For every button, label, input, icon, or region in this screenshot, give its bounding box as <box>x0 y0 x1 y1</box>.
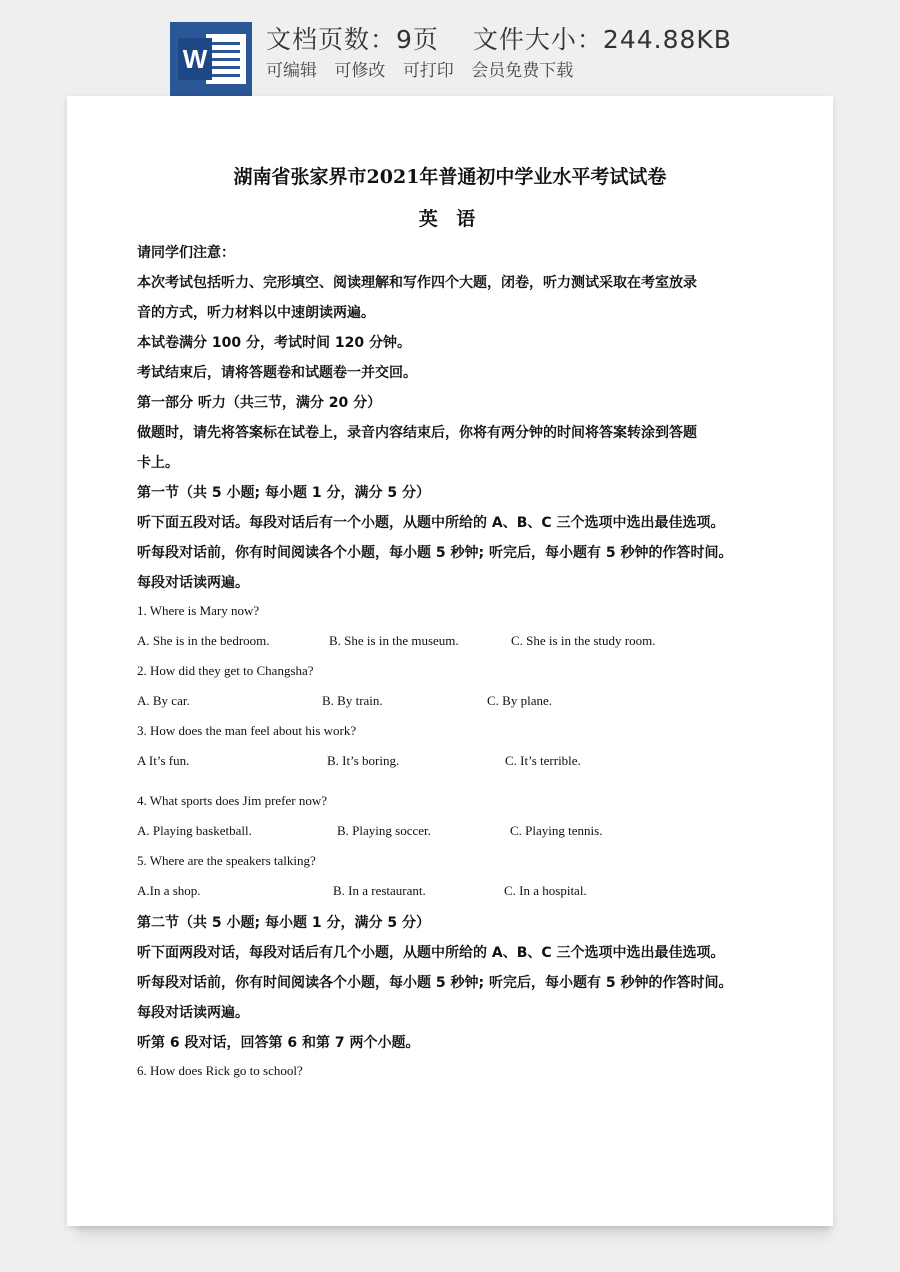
option-b: B. By train. <box>322 693 383 708</box>
option-c: C. In a hospital. <box>504 883 587 898</box>
instruction-line: 每段对话读两遍。 <box>137 575 249 591</box>
option-b: B. She is in the museum. <box>329 633 459 648</box>
instruction-line: 听每段对话前，你有时间阅读各个小题，每小题 5 秒钟; 听完后，每小题有 5 秒钟的作答时间。 <box>137 975 733 991</box>
option-a: A.In a shop. <box>137 883 201 898</box>
notes-line: 本试卷满分 100 分，考试时间 120 分钟。 <box>137 335 411 351</box>
question-text: 4. What sports does Jim prefer now? <box>137 793 328 808</box>
question-text: 6. How does Rick go to school? <box>137 1063 303 1078</box>
page-count: 文档页数：9页 <box>266 25 439 54</box>
instruction-line: 听下面两段对话，每段对话后有几个小题，从题中所给的 A、B、C 三个选项中选出最佳选项。 <box>137 945 725 961</box>
option-b: B. Playing soccer. <box>337 823 431 838</box>
option-b: B. In a restaurant. <box>333 883 426 898</box>
exam-subject: 英 语 <box>418 208 482 230</box>
exam-title: 湖南省张家界市2021年普通初中学业水平考试试卷 <box>233 166 667 188</box>
feature-printable: 可打印 <box>402 61 454 81</box>
question-text: 3. How does the man feel about his work? <box>137 723 357 738</box>
option-c: C. By plane. <box>487 693 552 708</box>
instruction-line: 听下面五段对话。每段对话后有一个小题，从题中所给的 A、B、C 三个选项中选出最佳选项。 <box>137 515 725 531</box>
svg-text:W: W <box>182 44 208 74</box>
option-a: A It’s fun. <box>137 753 190 768</box>
notes-line: 本次考试包括听力、完形填空、阅读理解和写作四个大题，闭卷，听力测试采取在考室放录 <box>137 275 697 291</box>
notes-line: 卡上。 <box>137 455 179 471</box>
question-text: 2. How did they get to Changsha? <box>137 663 314 678</box>
instruction-line: 听第 6 段对话，回答第 6 和第 7 两个小题。 <box>137 1035 420 1051</box>
notes-line: 考试结束后，请将答题卷和试题卷一并交回。 <box>137 365 417 381</box>
option-a: A. Playing basketball. <box>137 823 252 838</box>
question-text: 1. Where is Mary now? <box>137 603 260 618</box>
option-c: C. It’s terrible. <box>505 753 581 768</box>
option-a: A. By car. <box>137 693 190 708</box>
part-one-heading: 第一部分 听力（共三节，满分 20 分） <box>137 395 382 411</box>
option-c: C. She is in the study room. <box>511 633 656 648</box>
notes-line: 音的方式，听力材料以中速朗读两遍。 <box>137 305 375 321</box>
feature-list <box>266 56 585 81</box>
download-info-header <box>0 0 900 96</box>
option-a: A. She is in the bedroom. <box>137 633 270 648</box>
notes-line: 请同学们注意： <box>137 245 235 261</box>
instruction-line: 听每段对话前，你有时间阅读各个小题，每小题 5 秒钟; 听完后，每小题有 5 秒钟的作答时间。 <box>137 545 733 561</box>
section-two-heading: 第二节（共 5 小题; 每小题 1 分，满分 5 分） <box>137 915 430 931</box>
question-text: 5. Where are the speakers talking? <box>137 853 316 868</box>
option-b: B. It’s boring. <box>327 753 400 768</box>
instruction-line: 每段对话读两遍。 <box>137 1005 249 1021</box>
option-c: C. Playing tennis. <box>510 823 603 838</box>
document-page <box>67 96 833 1226</box>
feature-editable: 可编辑 <box>266 61 317 81</box>
feature-free-download: 会员免费下载 <box>471 61 574 81</box>
section-one-heading: 第一节（共 5 小题; 每小题 1 分，满分 5 分） <box>137 485 430 501</box>
feature-modifiable: 可修改 <box>334 61 386 81</box>
file-meta-line <box>266 20 732 56</box>
word-document-icon <box>170 22 252 96</box>
file-size: 文件大小：244.88KB <box>472 25 732 54</box>
notes-line: 做题时，请先将答案标在试卷上，录音内容结束后，你将有两分钟的时间将答案转涂到答题 <box>137 425 697 441</box>
